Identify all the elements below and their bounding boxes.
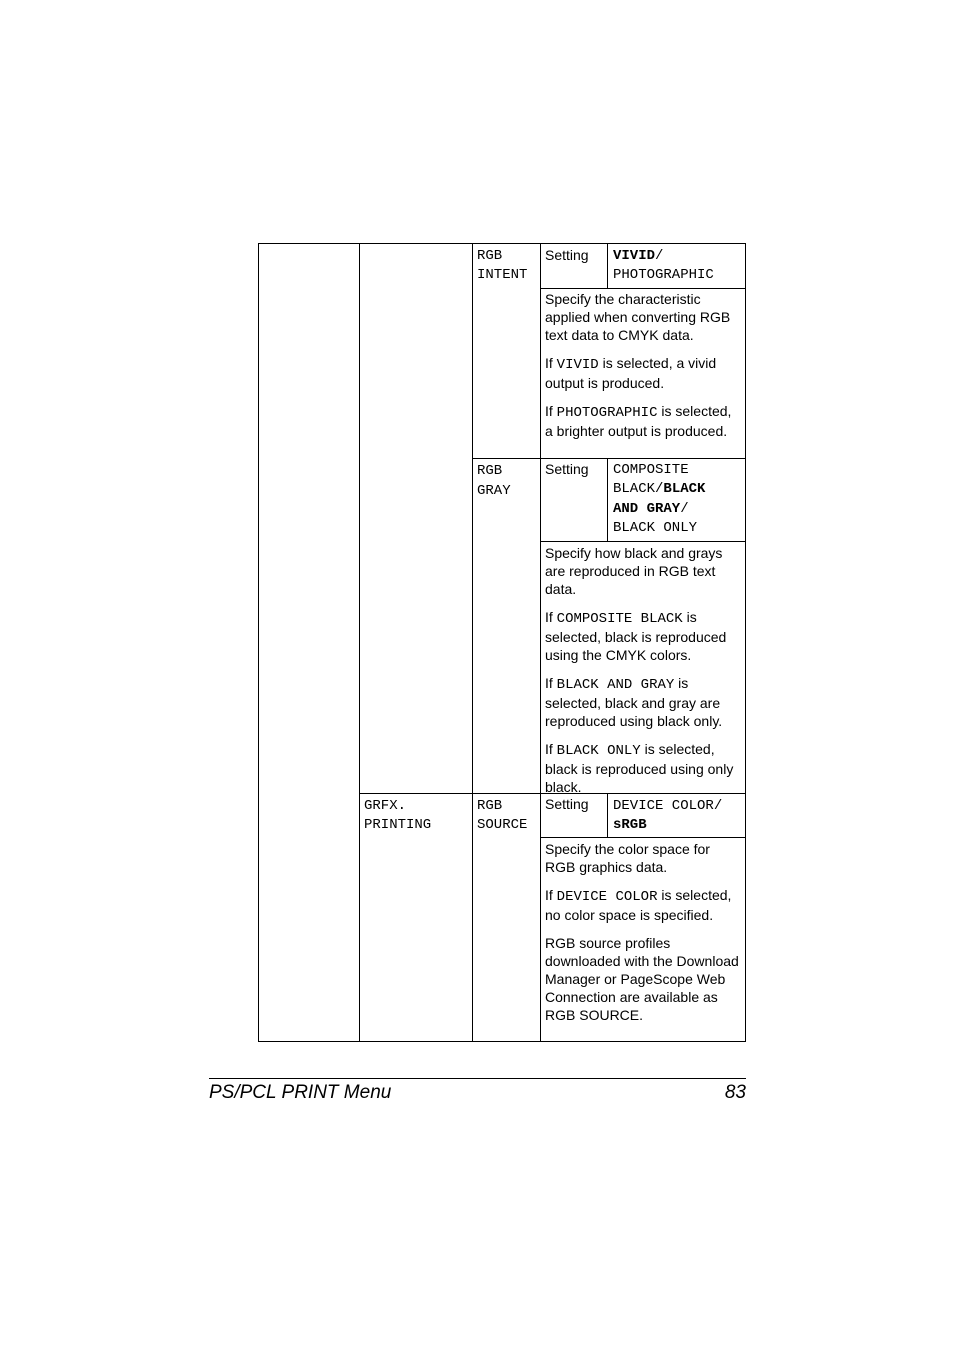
setting-bottom-gray bbox=[540, 541, 746, 542]
setting-value-line: BLACK/BLACK bbox=[613, 481, 706, 498]
setting-label-gray: Setting bbox=[545, 461, 589, 477]
column-divider-3 bbox=[540, 243, 541, 1042]
setting-label-source: Setting bbox=[545, 796, 589, 812]
description-paragraph: Specify how black and grays are reproduced in RGB text data. bbox=[545, 545, 723, 597]
item-rgb-intent bbox=[477, 247, 527, 285]
setting-bottom-intent bbox=[540, 288, 746, 289]
setting-value-line: AND GRAY/ bbox=[613, 500, 689, 517]
item-line: GRAY bbox=[477, 483, 511, 499]
column-divider-1 bbox=[359, 243, 360, 1042]
setting-value-source bbox=[613, 797, 722, 835]
setting-value-line: VIVID/ bbox=[613, 248, 664, 264]
item-line: SOURCE bbox=[477, 817, 528, 833]
description-paragraph: If DEVICE COLOR is selected, no color space is specified. bbox=[545, 887, 732, 923]
item-line: INTENT bbox=[477, 267, 528, 283]
row-divider-intent-gray bbox=[472, 458, 746, 459]
setting-value-line: BLACK ONLY bbox=[613, 519, 698, 536]
setting-divider-intent bbox=[607, 243, 608, 289]
setting-divider-source bbox=[607, 793, 608, 838]
description-gray bbox=[545, 544, 741, 796]
description-paragraph: If BLACK AND GRAY is selected, black and gray are reproduced using black only. bbox=[545, 675, 723, 729]
footer-section-title: PS/PCL PRINT Menu bbox=[209, 1082, 392, 1103]
submenu-line: PRINTING bbox=[364, 817, 432, 833]
description-paragraph: If VIVID is selected, a vivid output is produced. bbox=[545, 355, 717, 391]
item-line: RGB bbox=[477, 463, 503, 479]
description-paragraph: Specify the characteristic applied when converting RGB text data to CMYK data. bbox=[545, 291, 731, 343]
column-divider-2 bbox=[472, 243, 473, 1042]
description-source bbox=[545, 840, 743, 1024]
setting-value-line: DEVICE COLOR/ bbox=[613, 798, 723, 814]
setting-value-line: COMPOSITE bbox=[613, 462, 689, 478]
description-paragraph: If BLACK ONLY is selected, black is reproduced using only black. bbox=[545, 741, 734, 795]
submenu-grfx-printing bbox=[364, 797, 431, 835]
setting-label-intent: Setting bbox=[545, 247, 589, 263]
setting-divider-gray bbox=[607, 458, 608, 542]
footer-rule bbox=[209, 1078, 746, 1079]
description-intent bbox=[545, 290, 741, 440]
page-number: 83 bbox=[724, 1082, 746, 1103]
item-rgb-source bbox=[477, 797, 527, 835]
setting-value-line: sRGB bbox=[613, 817, 647, 833]
description-paragraph: RGB source profiles downloaded with the Download Manager or PageScope Web Connection are available as RGB SOURCE. bbox=[545, 935, 739, 1023]
setting-value-intent bbox=[613, 247, 714, 285]
item-rgb-gray bbox=[477, 461, 511, 501]
setting-bottom-source bbox=[540, 837, 746, 838]
description-paragraph: Specify the color space for RGB graphics data. bbox=[545, 841, 710, 875]
description-paragraph: If PHOTOGRAPHIC is selected, a brighter output is produced. bbox=[545, 403, 732, 439]
item-line: RGB bbox=[477, 248, 503, 264]
submenu-line: GRFX. bbox=[364, 798, 407, 814]
item-line: RGB bbox=[477, 798, 503, 814]
setting-value-line: PHOTOGRAPHIC bbox=[613, 267, 714, 283]
setting-value-gray bbox=[613, 461, 705, 538]
description-paragraph: If COMPOSITE BLACK is selected, black is reproduced using the CMYK colors. bbox=[545, 609, 727, 663]
